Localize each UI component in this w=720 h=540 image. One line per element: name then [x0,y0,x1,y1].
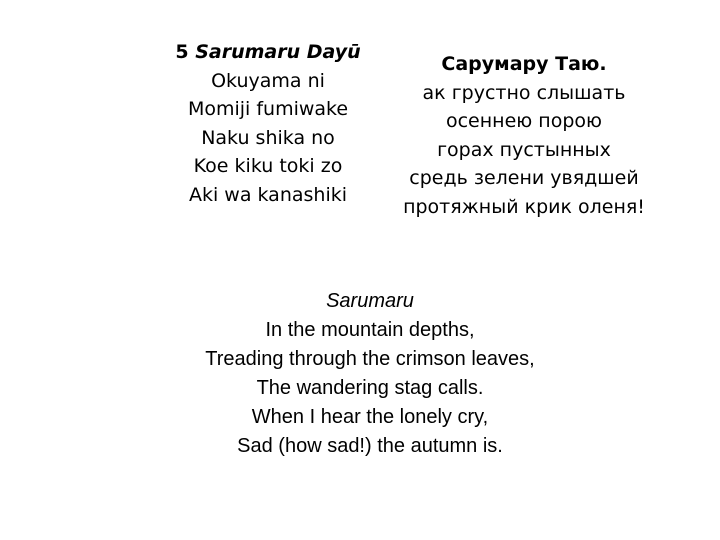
english-line-1: In the mountain depths, [265,319,475,341]
english-title: Sarumaru [326,290,414,312]
romaji-line-2: Momiji fumiwake [187,98,349,120]
romaji-line-5: Aki wa kanashiki [188,183,348,206]
english-line-2: Treading through the crimson leaves, [205,348,535,370]
poet-name: Sarumaru Dayū [195,41,361,63]
poem-number: 5 [175,41,189,63]
english-line-5: Sad (how sad!) the autumn is. [237,435,503,457]
russian-line-1: ак грустно слышать [422,81,626,104]
romaji-heading [148,38,388,67]
russian-line-4: средь зелени увядшей [409,167,639,189]
romaji-line-3: Naku shika no [201,126,335,149]
russian-title: Сарумару Таю. [441,53,607,75]
english-line-4: When I hear the lonely cry, [251,406,489,428]
russian-poem [388,50,660,221]
russian-line-3: горах пустынных [437,138,611,161]
english-poem [160,287,580,461]
romaji-line-1: Okuyama ni [211,69,325,92]
romaji-line-4: Koe kiku toki zo [193,155,343,177]
russian-line-5: протяжный крик оленя! [403,195,645,218]
english-line-3: The wandering stag calls. [256,377,484,399]
russian-line-2: осеннею порою [445,110,603,132]
romaji-poem [148,38,388,209]
